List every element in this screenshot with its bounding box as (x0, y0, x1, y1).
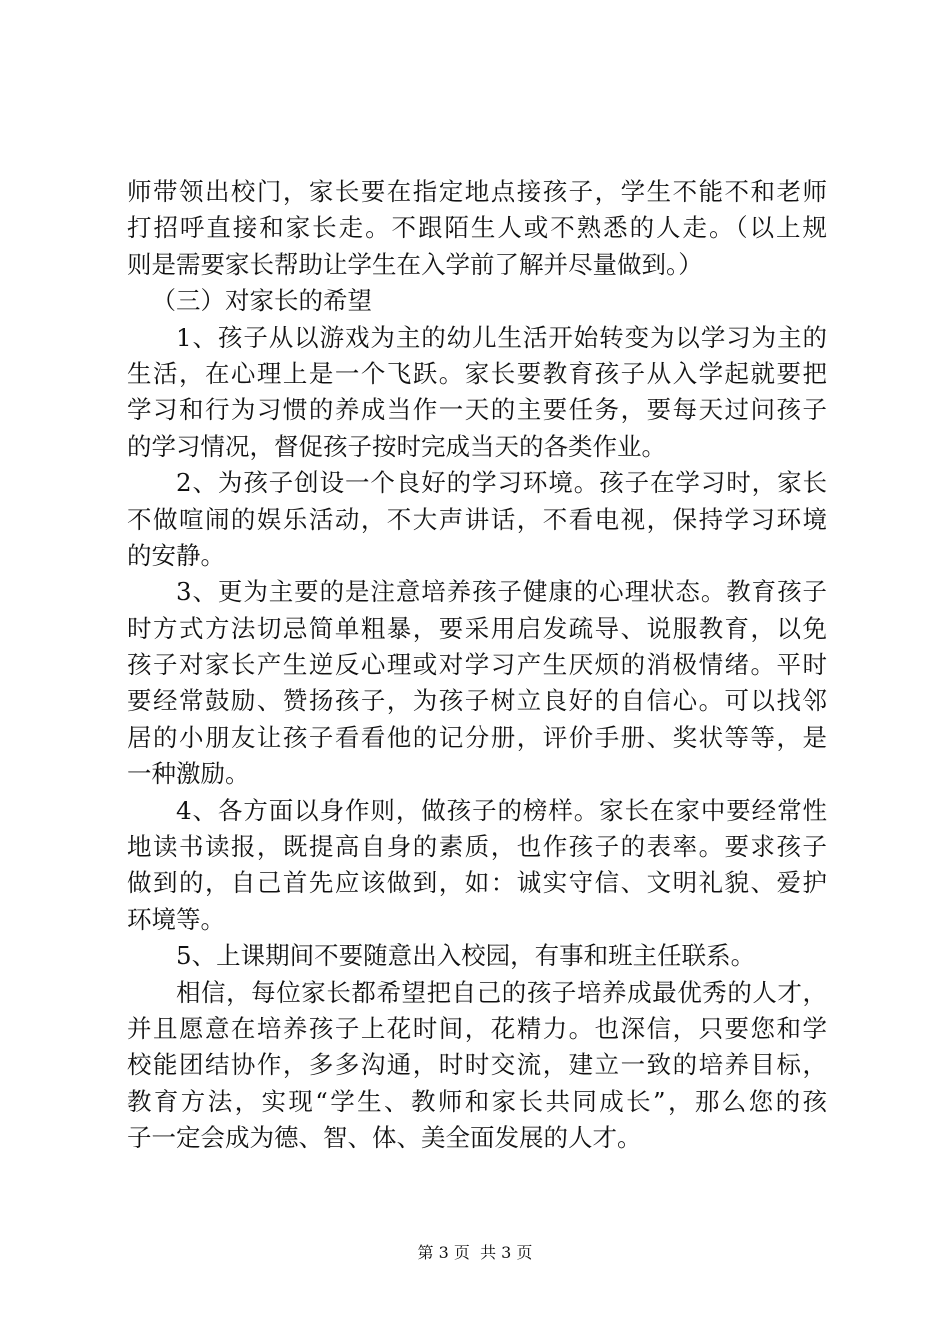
page-footer (0, 1243, 950, 1263)
text-line: 并且愿意在培养孩子上花时间，花精力。也深信，只要您和学 (127, 1013, 827, 1043)
text-line: 生活，在心理上是一个飞跃。家长要教育孩子从入学起就要把 (127, 358, 827, 388)
text-line: 孩子对家长产生逆反心理或对学习产生厌烦的消极情绪。平时 (127, 650, 827, 680)
text-line: 4、各方面以身作则，做孩子的榜样。家长在家中要经常性 (176, 795, 827, 825)
text-line: 环境等。 (127, 904, 225, 934)
text-line: 一种激励。 (127, 759, 250, 789)
text-line: （三）对家长的希望 (151, 286, 372, 316)
text-line: 不做喧闹的娱乐活动，不大声讲话，不看电视，保持学习环境 (127, 504, 827, 534)
text-line: 打招呼直接和家长走。不跟陌生人或不熟悉的人走。（以上规 (127, 213, 827, 243)
text-line: 师带领出校门，家长要在指定地点接孩子，学生不能不和老师 (127, 177, 827, 206)
text-line: 2、为孩子创设一个良好的学习环境。孩子在学习时，家长 (176, 468, 827, 498)
text-line: 地读书读报，既提高自身的素质，也作孩子的表率。要求孩子 (127, 832, 827, 862)
text-line: 学习和行为习惯的养成当作一天的主要任务，要每天过问孩子 (127, 395, 827, 425)
text-line: 教育方法，实现“学生、教师和家长共同成长”，那么您的孩 (127, 1086, 827, 1116)
text-line: 的学习情况，督促孩子按时完成当天的各类作业。 (127, 431, 666, 461)
text-line: 子一定会成为德、智、体、美全面发展的人才。 (127, 1123, 642, 1153)
text-line: 5、上课期间不要随意出入校园，有事和班主任联系。 (176, 941, 756, 971)
text-line: 则是需要家长帮助让学生在入学前了解并尽量做到。） (127, 249, 703, 279)
text-line: 校能团结协作，多多沟通，时时交流，建立一致的培养目标， (127, 1050, 827, 1080)
text-line: 3、更为主要的是注意培养孩子健康的心理状态。教育孩子 (176, 577, 827, 607)
document-body (127, 174, 827, 1157)
text-line: 相信，每位家长都希望把自己的孩子培养成最优秀的人才， (176, 977, 827, 1007)
text-line: 时方式方法切忌简单粗暴，要采用启发疏导、说服教育，以免 (127, 613, 827, 643)
text-line: 1、孩子从以游戏为主的幼儿生活开始转变为以学习为主的 (176, 322, 827, 352)
page-number-label: 第 3 页 共 3 页 (417, 1243, 533, 1262)
text-line: 居的小朋友让孩子看看他的记分册，评价手册、奖状等等，是 (127, 722, 827, 752)
text-line: 做到的，自己首先应该做到，如：诚实守信、文明礼貌、爱护 (127, 868, 827, 898)
text-line: 的安静。 (127, 540, 225, 570)
text-line: 要经常鼓励、赞扬孩子，为孩子树立良好的自信心。可以找邻 (127, 686, 827, 716)
